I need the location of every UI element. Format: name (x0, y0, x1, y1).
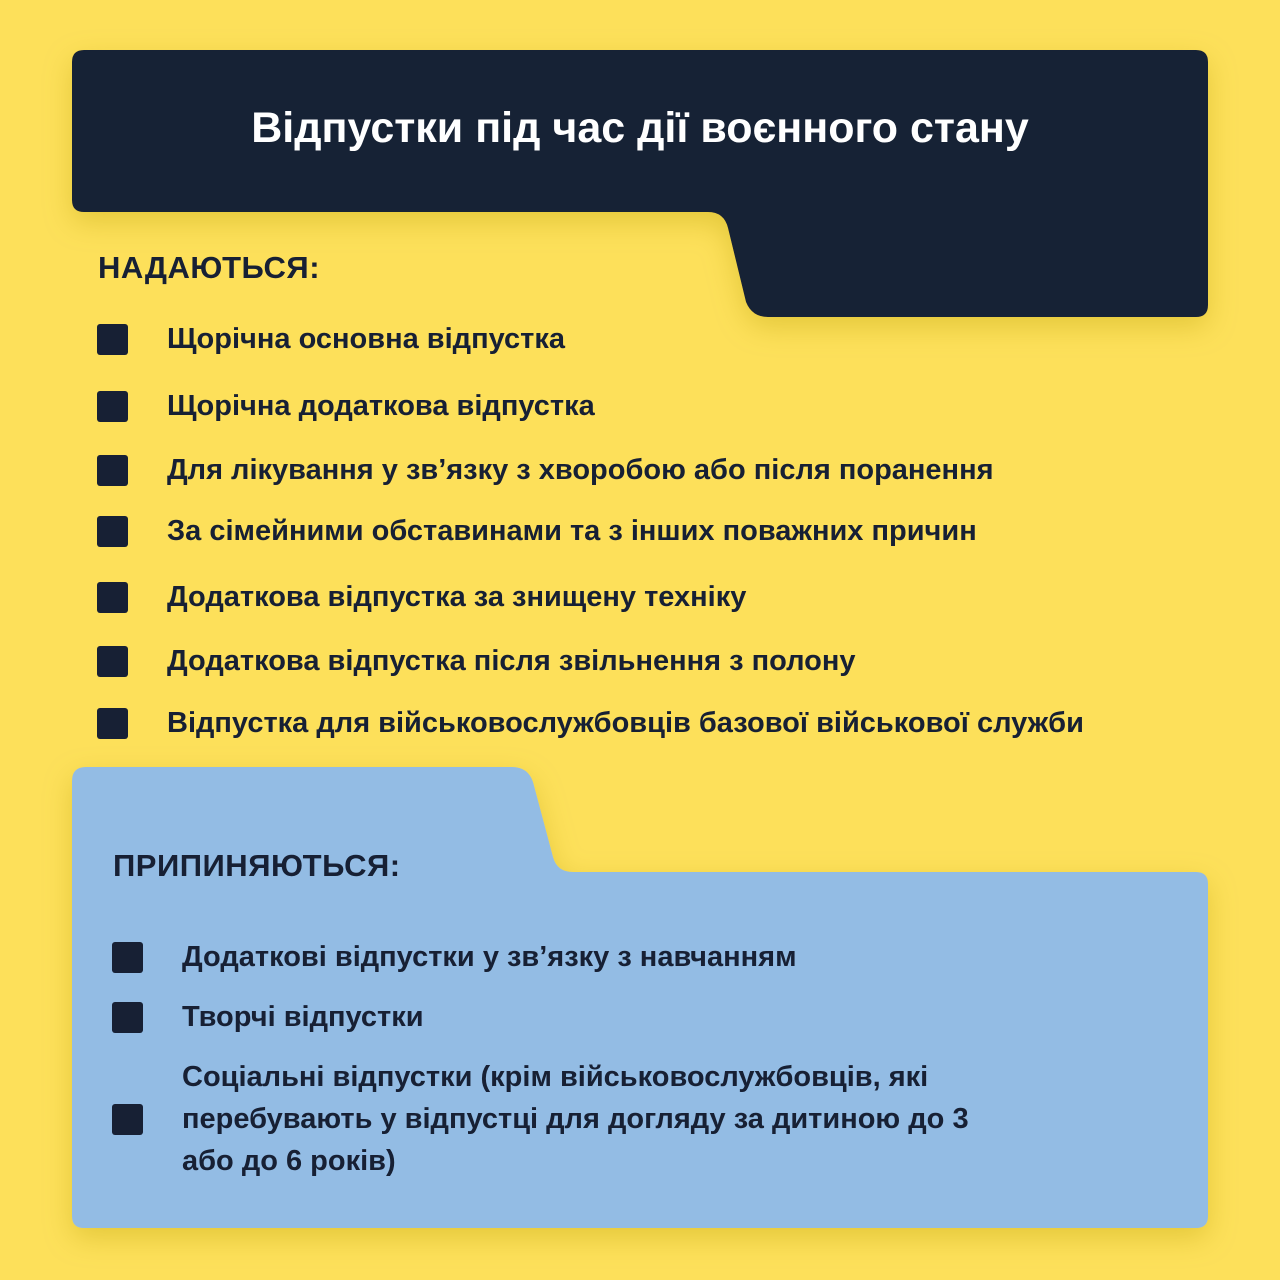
square-bullet-icon (97, 646, 128, 677)
square-bullet-icon (112, 942, 143, 973)
square-bullet-icon (97, 516, 128, 547)
list-item: Додаткова відпустка після звільнення з полону (97, 640, 856, 682)
square-bullet-icon (112, 1002, 143, 1033)
list-item: Додаткова відпустка за знищену техніку (97, 576, 746, 618)
list-item: Додаткові відпустки у зв’язку з навчанням (112, 936, 797, 978)
terminated-heading: ПРИПИНЯЮТЬСЯ: (113, 848, 401, 883)
list-item: Щорічна додаткова відпустка (97, 385, 595, 427)
square-bullet-icon (112, 1104, 143, 1135)
page-title: Відпустки під час дії воєнного стану (251, 103, 1029, 152)
list-item: Для лікування у зв’язку з хворобою або після поранення (97, 449, 994, 491)
square-bullet-icon (97, 455, 128, 486)
list-item: Соціальні відпустки (крім військовослужбовців, які перебувають у відпустці для догляду за дитиною до 3 або до 6 років) (112, 1056, 1012, 1182)
square-bullet-icon (97, 708, 128, 739)
list-item: Щорічна основна відпустка (97, 318, 565, 360)
granted-heading: НАДАЮТЬСЯ: (98, 250, 321, 285)
square-bullet-icon (97, 324, 128, 355)
list-item: Відпустка для військовослужбовців базової військової служби (97, 702, 1084, 744)
square-bullet-icon (97, 582, 128, 613)
square-bullet-icon (97, 391, 128, 422)
list-item: Творчі відпустки (112, 996, 424, 1038)
list-item: За сімейними обставинами та з інших поважних причин (97, 510, 977, 552)
